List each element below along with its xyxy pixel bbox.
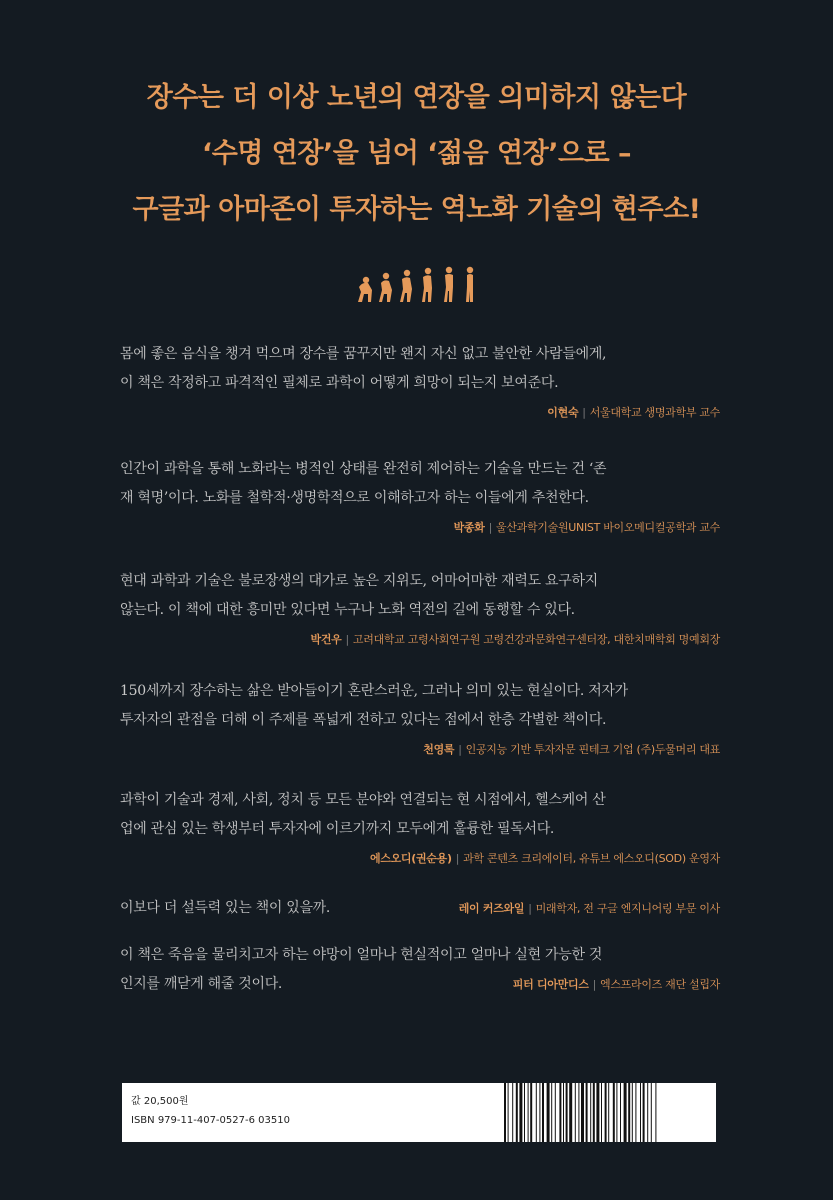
reviewer-name: 이현숙 (547, 406, 579, 419)
review-5 (120, 786, 720, 868)
reviewer-name: 에스오디(권순용) (369, 852, 452, 865)
reviewer-affiliation: 엑스프라이즈 재단 설립자 (600, 978, 720, 991)
credit-separator: | (528, 902, 532, 915)
price-label: 값 20,500원 (131, 1096, 189, 1107)
credit-separator: | (582, 406, 586, 419)
review-line: 투자자의 관점을 더해 이 주제를 폭넓게 전하고 있다는 점에서 한층 각별한 책이다. (120, 712, 607, 728)
review-inline-row (120, 970, 720, 999)
headline-line-1: 장수는 더 이상 노년의 연장을 의미하지 않는다 (146, 82, 687, 113)
barcode-icon (500, 1083, 716, 1142)
review-line: 이 책은 작정하고 파격적인 필체로 과학이 어떻게 희망이 되는지 보여준다. (120, 375, 559, 391)
reviewer-affiliation: 미래학자, 전 구글 엔지니어링 부문 이사 (535, 902, 720, 915)
reviewer-affiliation: 울산과학기술원UNIST 바이오메디컬공학과 교수 (496, 521, 720, 534)
credit-separator: | (345, 633, 349, 646)
isbn-label: ISBN 979-11-407-0527-6 03510 (131, 1115, 290, 1126)
review-3 (120, 567, 720, 649)
review-credit (120, 404, 720, 422)
review-6 (120, 894, 720, 923)
reviewer-affiliation: 서울대학교 생명과학부 교수 (589, 406, 720, 419)
reviewer-affiliation: 인공지능 기반 투자자문 핀테크 기업 (주)두물머리 대표 (465, 743, 720, 756)
reviewer-name: 피터 디아만디스 (512, 978, 589, 991)
review-line: 업에 관심 있는 학생부터 투자자에 이르기까지 모두에게 훌륭한 필독서다. (120, 821, 555, 837)
review-1 (120, 340, 720, 422)
review-credit (459, 900, 720, 918)
credit-separator: | (455, 852, 460, 865)
review-inline-row (120, 894, 720, 923)
reviewer-name: 천영록 (423, 743, 455, 756)
review-line: 현대 과학과 기술은 불로장생의 대가로 높은 지위도, 어마어마한 재력도 요구하지 (120, 573, 598, 589)
review-4 (120, 677, 720, 759)
review-line: 과학이 기술과 경제, 사회, 정치 등 모든 분야와 연결되는 현 시점에서, 헬스케어 산 (120, 792, 606, 808)
price-isbn-box (122, 1083, 716, 1142)
review-line: 인간이 과학을 통해 노화라는 병적인 상태를 완전히 제어하는 기술을 만드는 건 ‘존 (120, 461, 607, 477)
credit-separator: | (488, 521, 492, 534)
reviewer-affiliation: 고려대학교 고령사회연구원 고령건강과문화연구센터장, 대한치매학회 명예회장 (352, 633, 720, 646)
review-credit (513, 976, 720, 994)
credit-separator: | (592, 978, 597, 991)
review-2 (120, 455, 720, 537)
reviewer-name: 레이 커즈와일 (458, 902, 525, 915)
review-credit (120, 741, 720, 759)
price-block (131, 1092, 290, 1130)
reviewer-name: 박종화 (453, 521, 485, 534)
review-credit (120, 519, 720, 537)
reviewer-affiliation: 과학 콘텐츠 크리에이터, 유튜브 에스오디(SOD) 운영자 (463, 852, 720, 865)
review-line: 150세까지 장수하는 삶은 받아들이기 혼란스러운, 그러나 의미 있는 현실이다. 저자가 (120, 683, 628, 699)
review-line: 않는다. 이 책에 대한 흥미만 있다면 누구나 노화 역전의 길에 동행할 수 있다. (120, 602, 575, 618)
review-credit (120, 850, 720, 868)
reviewer-name: 박건우 (310, 633, 342, 646)
review-7 (120, 941, 720, 999)
human-evolution-icon (352, 266, 492, 304)
review-line: 이 책은 죽음을 물리치고자 하는 야망이 얼마나 현실적이고 얼마나 실현 가능한 것 (120, 947, 603, 963)
review-line: 재 혁명’이다. 노화를 철학적·생명학적으로 이해하고자 하는 이들에게 추천한다. (120, 490, 589, 506)
headline-line-3: 구글과 아마존이 투자하는 역노화 기술의 현주소! (132, 194, 701, 225)
review-line: 이보다 더 설득력 있는 책이 있을까. (120, 900, 331, 916)
headline (0, 70, 833, 238)
review-line: 몸에 좋은 음식을 챙겨 먹으며 장수를 꿈꾸지만 왠지 자신 없고 불안한 사람들에게, (120, 346, 607, 362)
review-credit (120, 631, 720, 649)
review-line: 인지를 깨닫게 해줄 것이다. (120, 976, 283, 992)
credit-separator: | (458, 743, 462, 756)
headline-line-2: ‘수명 연장’을 넘어 ‘젊음 연장’으로 – (201, 138, 632, 169)
